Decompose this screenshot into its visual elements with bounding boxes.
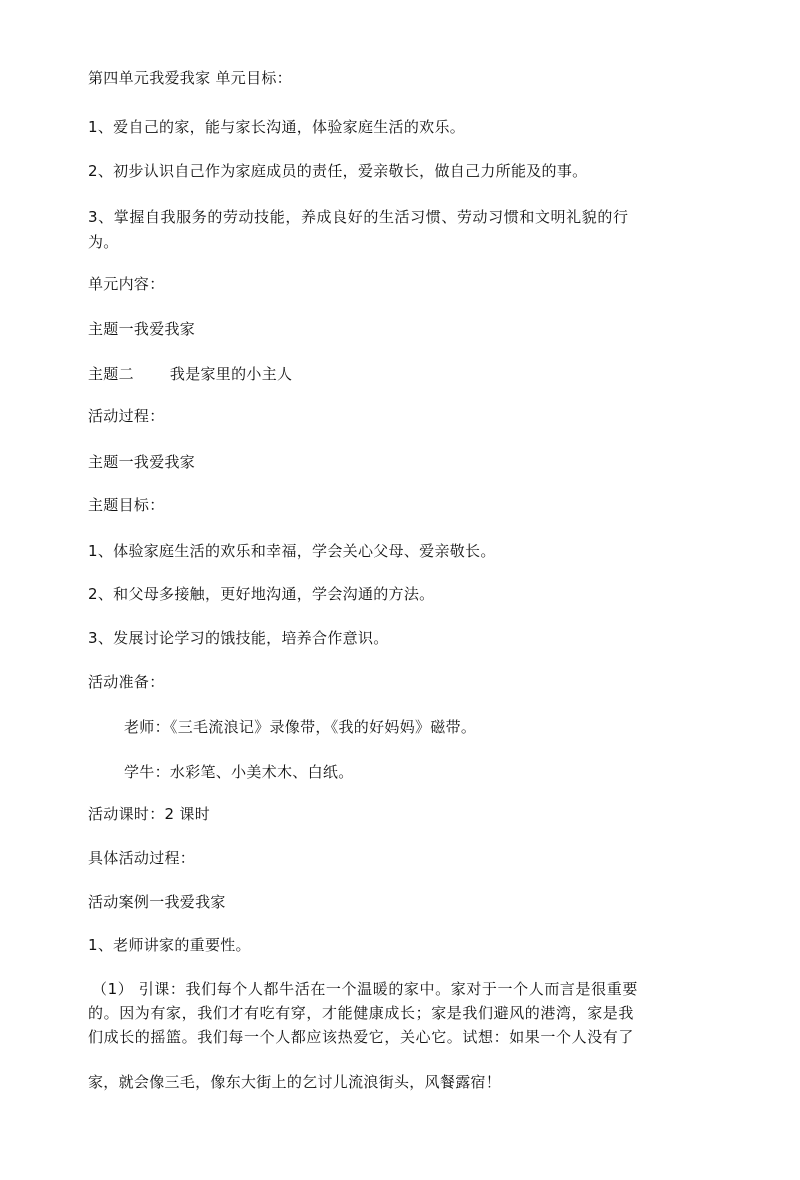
unit-goal-3-line-2: 为。 xyxy=(88,233,119,251)
theme-two-title: 我是家里的小主人 xyxy=(169,365,293,383)
theme-goal-3: 3、发展讨论学习的饿技能，培养合作意识。 xyxy=(88,629,389,647)
unit-content-heading: 单元内容： xyxy=(88,275,165,293)
intro-paragraph-line-2: 的。因为有家，我们才有吃有穿，才能健康成长；家是我们避风的港湾，家是我 xyxy=(88,1004,635,1022)
specific-process-heading: 具体活动过程： xyxy=(88,849,196,867)
case-one-heading: 活动案例一我爱我家 xyxy=(88,893,226,911)
step-1: 1、老师讲家的重要性。 xyxy=(88,936,251,954)
intro-paragraph-line-3: 们成长的摇篮。我们每一个人都应该热爱它，关心它。试想：如果一个人没有了 xyxy=(88,1028,635,1046)
theme-one-heading: 主题一我爱我家 xyxy=(88,453,196,471)
activity-prep-heading: 活动准备： xyxy=(88,673,165,691)
intro-paragraph-line-1: （1） 引课：我们每个人都牛活在一个温暖的家中。家对于一个人而言是很重要 xyxy=(92,980,638,998)
theme-one-item: 主题一我爱我家 xyxy=(88,320,196,338)
unit-title: 第四单元我爱我家 单元目标： xyxy=(88,69,292,87)
theme-goal-1: 1、体验家庭生活的欢乐和幸福，学会关心父母、爱亲敬长。 xyxy=(88,542,496,560)
unit-goal-2: 2、初步认识自己作为家庭成员的责任，爱亲敬长，做自己力所能及的事。 xyxy=(88,162,588,180)
theme-two-item xyxy=(88,362,292,386)
intro-paragraph-line-4: 家，就会像三毛，像东大街上的乞讨儿流浪街头，风餐露宿！ xyxy=(88,1073,502,1091)
theme-goals-heading: 主题目标： xyxy=(88,496,165,514)
theme-two-label: 主题二 xyxy=(88,365,134,383)
prep-teacher: 老师：《三毛流浪记》录像带，《我的好妈妈》磁带。 xyxy=(124,718,477,736)
prep-student: 学牛：水彩笔、小美术木、白纸。 xyxy=(124,763,354,781)
theme-goal-2: 2、和父母多接触，更好地沟通，学会沟通的方法。 xyxy=(88,585,435,603)
unit-goal-1: 1、爱自己的家，能与家长沟通，体验家庭生活的欢乐。 xyxy=(88,118,466,136)
unit-goal-3-line-1: 3、掌握自我服务的劳动技能，养成良好的生活习惯、劳动习惯和文明礼貌的行 xyxy=(88,208,629,226)
activity-process-heading: 活动过程： xyxy=(88,407,165,425)
activity-hours: 活动课时：2 课时 xyxy=(88,805,211,823)
